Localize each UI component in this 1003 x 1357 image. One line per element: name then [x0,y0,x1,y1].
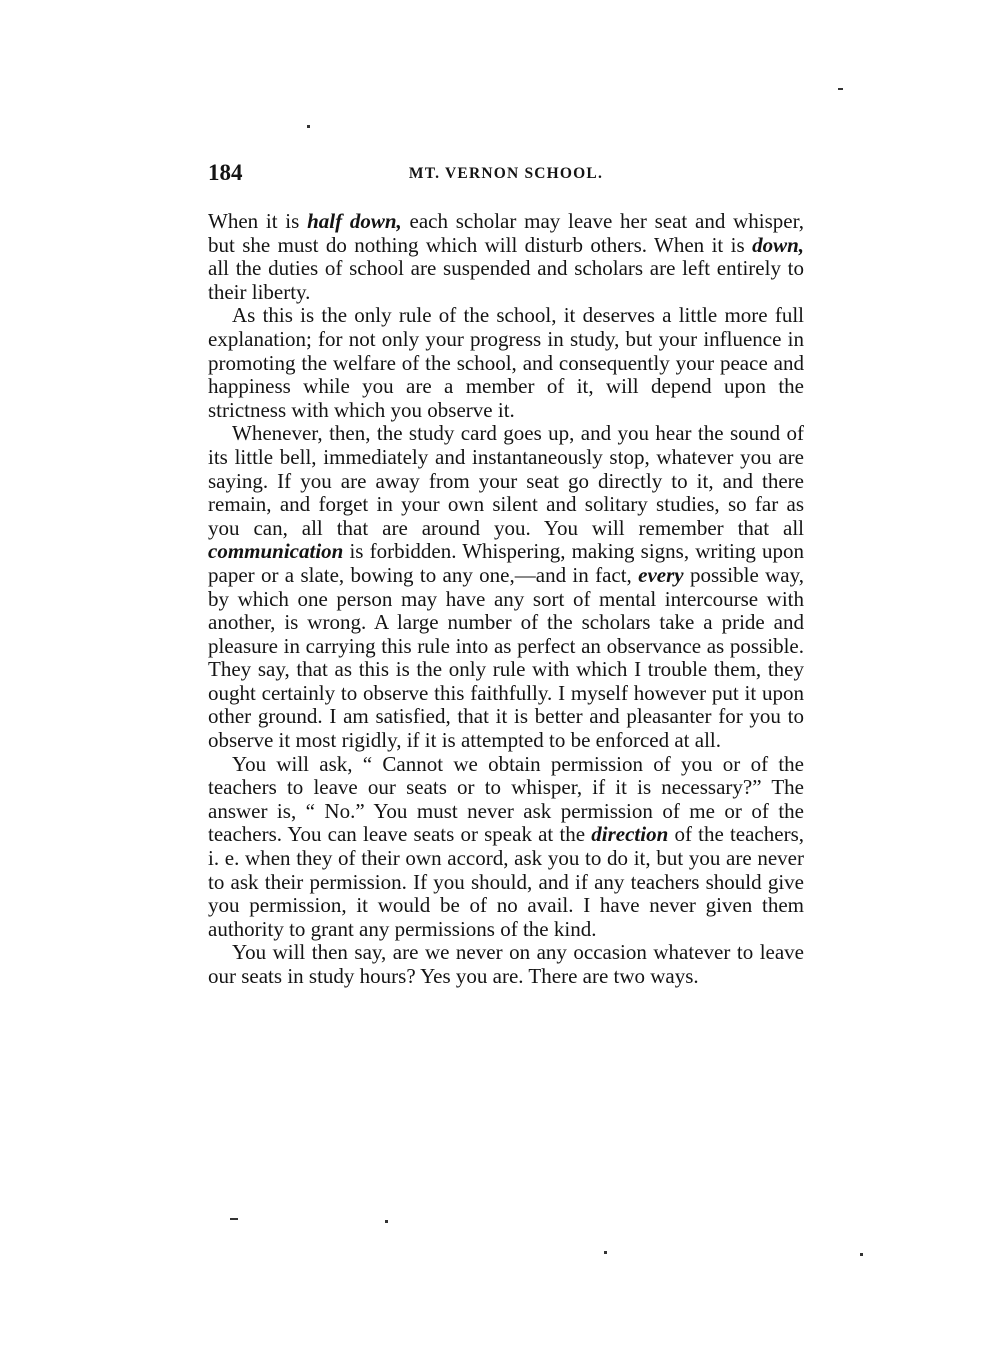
text-segment: As this is the only rule of the school, it deserves a little more full explanation; for not only your progress in study, but your influence in promoting the welfare of the school, and consequently your peace and happiness while you are a member of it, will depend upon the strictness with which you observe it. [208,303,804,422]
text-segment: You will ask, “ Cannot we obtain permission of you or of the teachers to leave our seats or to whisper, if it is necessary?” The answer is, “ No.” You must never ask permission of me or of the teachers. You can leave seats or speak at the [208,751,804,847]
paragraph-5 [208,941,804,988]
text-segment: each scholar may leave her seat and whisper, but she must do nothing which will disturb others. When it is [208,209,804,257]
running-title: MT. VERNON SCHOOL. [408,165,604,182]
scan-speck [604,1251,607,1254]
body-text [208,210,804,989]
paragraph-4 [208,753,804,942]
paragraph-2 [208,304,804,422]
scan-speck [385,1220,388,1223]
text-segment: of the teachers, i. e. when they of their own accord, ask you to do it, but you are never to ask their permission. If you should, and if any teachers should give you permission, it would be of no avail. I have never given them authority to grant any permissions of the kind. [208,822,804,941]
scan-speck [307,125,310,128]
text-segment: Whenever, then, the study card goes up, and you hear the sound of its little bell, immediately and instantaneously stop, whatever you are saying. If you are away from your seat go directly to it, and there remain, and forget in your own silent and solitary studies, so far as you can, all that are around you. You will remember that all [208,421,804,540]
scan-speck [860,1253,863,1256]
page-number: 184 [208,160,243,185]
text-segment: You will then say, are we never on any occasion whatever to leave our seats in study hours? Yes you are. There are two ways. [208,940,804,988]
scan-speck [838,88,843,90]
running-head [208,160,804,190]
emphasis-every: every [638,562,684,587]
text-segment: possible way, by which one person may have any sort of mental intercourse with another, is wrong. A large number of the scholars take a pride and pleasure in carrying this rule into as perfect an observance as possible. They say, that as this is the only rule with which I trouble them, they ought certainly to observe this faithfully. I myself however put it upon other ground. I am satisfied, that it is better and pleasanter for you to observe it most rigidly, if it is attempted to be enforced at all. [208,562,804,753]
scan-speck [230,1218,238,1220]
emphasis-communication: communication [208,539,344,564]
emphasis-direction: direction [591,822,669,847]
emphasis-down: down, [752,232,804,257]
text-segment: When it is [208,209,308,233]
paragraph-3 [208,422,804,752]
text-segment: all the duties of school are suspended and scholars are left entirely to their liberty. [208,256,804,304]
paragraph-1 [208,210,804,304]
emphasis-half-down: half down, [307,209,402,233]
text-segment: is forbidden. Whispering, making signs, writing upon paper or a slate, bowing to any one,—and in fact, [208,539,804,587]
